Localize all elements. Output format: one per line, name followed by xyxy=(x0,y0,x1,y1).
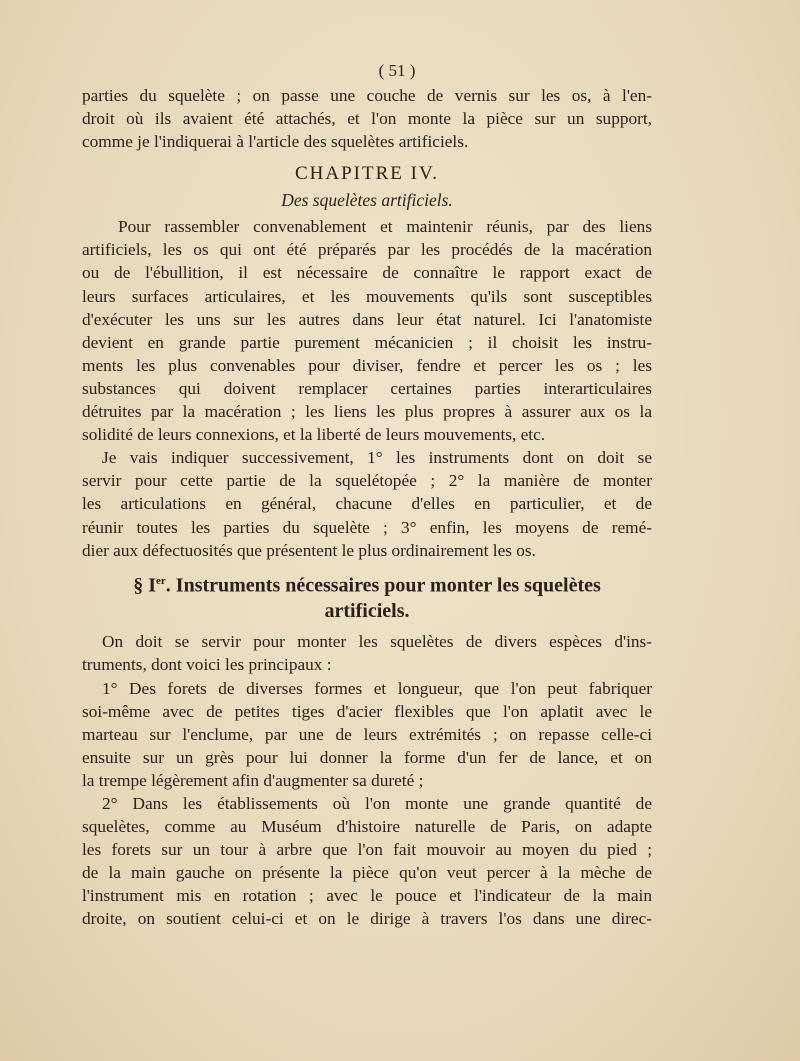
section-title-line1: . Instruments nécessaires pour monter les squelètes xyxy=(165,574,601,597)
section-heading xyxy=(82,568,652,599)
text-line: 1° Des forets de diverses formes et longueur, que l'on peut fabriquer xyxy=(102,678,652,698)
text-line: d'exécuter les uns sur les autres dans leur état naturel. Ici l'anatomiste xyxy=(82,309,652,329)
paragraph-intro xyxy=(82,215,652,446)
text-line: dier aux défectuosités que présentent le plus ordinairement les os. xyxy=(82,540,536,560)
text-line: artificiels, les os qui ont été préparés par les procédés de la macération xyxy=(82,240,652,260)
text-line: truments, dont voici les principaux : xyxy=(82,655,332,675)
text-line: soi-même avec de petites tiges d'acier flexibles que l'on aplatit avec le xyxy=(82,701,652,721)
text-line: l'instrument mis en rotation ; avec le pouce et l'indicateur de la main xyxy=(82,886,652,906)
chapter-title: CHAPITRE IV. xyxy=(295,163,439,185)
text-line: parties du squelète ; on passe une couche de vernis sur les os, à l'en- xyxy=(82,86,652,105)
paragraph-tour xyxy=(82,792,652,931)
text-line: Je vais indiquer successivement, 1° les instruments dont on doit se xyxy=(102,448,652,468)
text-line: comme je l'indiquerai à l'article des squelètes artificiels. xyxy=(82,132,469,152)
section-sup: er xyxy=(156,574,166,587)
paragraph-plan xyxy=(82,446,652,561)
page-number: ( 51 ) xyxy=(378,61,416,80)
paragraph-instruments xyxy=(82,630,652,676)
section-title-line2: artificiels. xyxy=(324,600,410,623)
text-line: substances qui doivent remplacer certaines parties interarticulaires xyxy=(82,378,652,398)
text-line: devient en grande partie purement mécanicien ; il choisit les instru- xyxy=(82,332,652,352)
paragraph-forets xyxy=(82,677,652,792)
text-line: les articulations en général, chacune d'elles en particulier, et de xyxy=(82,494,652,514)
paragraph-continued xyxy=(82,84,652,153)
text-line: squelètes, comme au Muséum d'histoire naturelle de Paris, on adapte xyxy=(82,817,652,837)
text-line: détruites par la macération ; les liens les plus propres à assurer aux os la xyxy=(82,402,652,422)
text-line: droit où ils avaient été attachés, et l'on monte la pièce sur un support, xyxy=(82,109,652,129)
text-line: marteau sur l'enclume, par une de leurs extrémités ; on repasse celle-ci xyxy=(82,724,652,744)
text-line: ments les plus convenables pour diviser, fendre et percer les os ; les xyxy=(82,355,652,375)
text-line: ou de l'ébullition, il est nécessaire de connaître le rapport exact de xyxy=(82,263,652,283)
text-line: droite, on soutient celui-ci et on le dirige à travers l'os dans une direc- xyxy=(82,909,652,929)
text-line: leurs surfaces articulaires, et les mouvements qu'ils sont susceptibles xyxy=(82,286,652,306)
page-text xyxy=(82,58,652,931)
text-line: 2° Dans les établissements où l'on monte une grande quantité de xyxy=(102,794,652,813)
text-line: Pour rassembler convenablement et maintenir réunis, par des liens xyxy=(118,217,652,237)
text-line: ensuite sur un grès pour lui donner la forme d'un fer de lance, et on xyxy=(82,747,652,767)
text-line: de la main gauche on présente la pièce qu'on veut percer à la mèche de xyxy=(82,863,652,883)
section-mark: § I xyxy=(133,574,157,597)
text-line: la trempe légèrement afin d'augmenter sa dureté ; xyxy=(82,770,424,790)
chapter-subtitle: Des squelètes artificiels. xyxy=(281,190,453,211)
text-line: solidité de leurs connexions, et la liberté de leurs mouvements, etc. xyxy=(82,425,546,445)
text-line: les forets sur un tour à arbre que l'on fait mouvoir au moyen du pied ; xyxy=(82,840,652,860)
text-line: servir pour cette partie de la squelétopée ; 2° la manière de monter xyxy=(82,471,652,491)
text-line: On doit se servir pour monter les squelètes de divers espèces d'ins- xyxy=(102,632,652,652)
text-line: réunir toutes les parties du squelète ; 3° enfin, les moyens de remé- xyxy=(82,517,652,537)
